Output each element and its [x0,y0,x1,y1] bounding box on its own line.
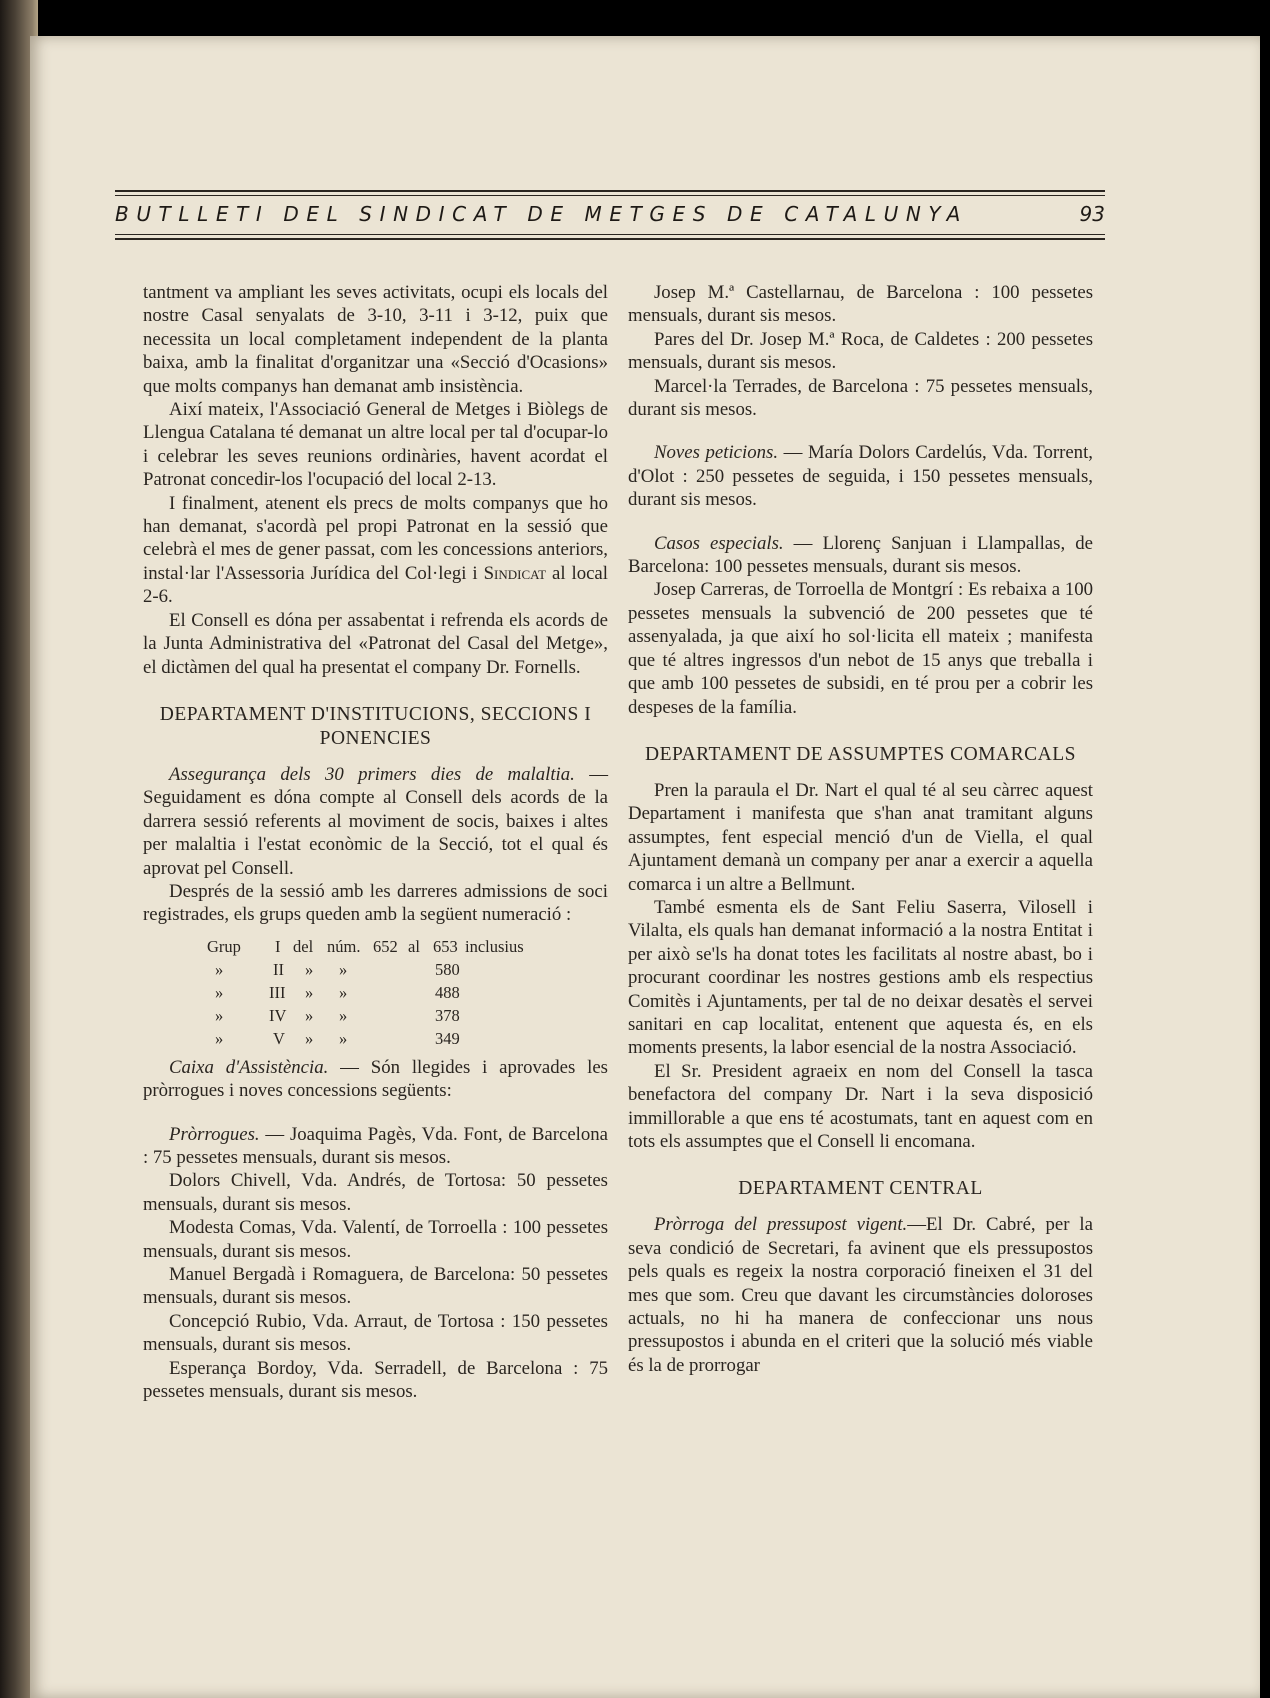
paragraph: Manuel Bergadà i Romaguera, de Barcelona: 50 pessetes mensuals, durant sis mesos. [143,1264,608,1309]
paragraph-text: al local 2-6. [143,562,608,608]
groups-table [143,935,608,1050]
table-cell: I [275,936,281,956]
paragraph-text: — Són llegides i aprovades les pròrrogues i noves concessions següents: [143,1056,608,1102]
ditto-mark: » [339,982,348,1002]
ditto-mark: » [339,1005,348,1025]
table-row [143,1027,608,1050]
table-row [143,1004,608,1027]
paragraph: El Consell es dóna per assabentat i refrenda els acords de la Junta Administrativa del «Patronat del Casal del Metge», el dictàmen del qual ha presentat el company Dr. Fornells. [143,609,608,678]
paragraph: Després de la sessió amb les darreres admissions de soci registrades, els grups queden amb la següent numeració : [143,880,608,926]
table-cell: núm. [327,936,361,956]
paragraph-lead: Pròrrogues. [169,1123,260,1145]
group-number: IV [269,1005,287,1025]
paragraph-text: I finalment, atenent els precs de molts companys que ho han demanat, s'acordà pel propi Patronat en la sessió que celebrà el mes de gener passat, com les concessions anteriors, instal·lar l'Assessoria Jurídica del Col·legi i [143,492,608,584]
small-caps-text: Sindicat [483,562,547,584]
paragraph [143,763,608,880]
table-cell: del [293,936,314,956]
paragraph: Pren la paraula el Dr. Nart el qual té al seu càrrec aquest Departament i manifesta que s'han anat tramitant alguns assumptes, fent especial menció d'un de Viella, el qual Ajuntament demanà un company per anar a exercir a aquella comarca i un altre a Bellmunt. [628,779,1093,895]
table-cell: al [408,936,420,956]
page-number: 93 [1079,202,1105,226]
group-value: 378 [435,1005,460,1025]
table-cell: 653 [433,936,458,956]
header-rule [115,238,1105,240]
paragraph: Modesta Comas, Vda. Valentí, de Torroella : 100 pessetes mensuals, durant sis mesos. [143,1217,608,1262]
paragraph-text: —El Dr. Cabré, per la seva condició de Secretari, fa avinent que els pressupostos pels quals es regeix la nostra corporació fineixen el 31 del mes que som. Creu que davant les circumstàncies doloroses actuals, no hi ha manera de confeccionar uns nous pressupostos i abunda en el criteri que la solució més viable és la de prorrogar [628,1214,1093,1376]
header-rule [115,195,1105,196]
paragraph-lead: Noves peticions. [654,442,779,464]
group-number: V [273,1028,285,1048]
paragraph [628,441,1093,511]
paragraph-lead: Caixa d'Assistència. [169,1056,329,1078]
paragraph-text: — Seguidament es dóna compte al Consell dels acords de la darrera sessió referents al moviment de socis, baixes i altes per malaltia i l'estat econòmic de la Secció, tot el qual és aprovat pel Consell. [143,763,608,879]
table-row [143,981,608,1004]
paragraph: Josep Carreras, de Torroella de Montgrí : Es rebaixa a 100 pessetes mensuals la subvenció de 200 pessetes que té assenyalada, ja que així ho sol·licita ell mateix ; manifesta que té altres ingressos d'un nebot de 15 anys que treballa i que amb 100 pessetes de subsidi, en té prou per a cobrir les despeses de la família. [628,579,1093,718]
paragraph: tantment va ampliant les seves activitats, ocupi els locals del nostre Casal senyalats de 3-10, 3-11 i 3-12, puix que necessita un local completament independent de la planta baixa, amb la finalitat d'organitzar una «Secció d'Ocasions» que molts companys han demanat amb insistència. [143,282,608,397]
paragraph: Pares del Dr. Josep M.ª Roca, de Caldetes : 200 pessetes mensuals, durant sis mesos. [628,328,1093,374]
ditto-mark: » [215,959,224,979]
paragraph-lead: Assegurança dels 30 primers dies de malaltia. [169,763,575,785]
paragraph-text: — Llorenç Sanjuan i Llampallas, de Barcelona: 100 pessetes mensuals, durant sis mesos. [628,532,1093,578]
ditto-mark: » [339,959,348,979]
group-number: III [269,982,286,1002]
table-cell: Grup [207,936,241,956]
right-column [628,281,1093,1377]
group-number: II [273,959,284,979]
page [30,36,1260,1698]
ditto-mark: » [215,1028,224,1048]
ditto-mark: » [215,982,224,1002]
ditto-mark: » [339,1028,348,1048]
paragraph-lead: Casos especials. [654,532,784,554]
ditto-mark: » [305,1028,314,1048]
header-rule [115,190,1105,192]
paragraph: També esmenta els de Sant Feliu Saserra, Vilosell i Vilalta, els quals han demanat informació a la nostra Entitat i per això se'ls ha donat totes les facilitats al nostre abast, bo i procurant coordinar les nostres gestions amb els respectius Comitès i Ajuntaments, per tal de no deixar desatès el servei sanitari en cap localitat, entenent que aquesta és, en els moments presents, la labor esencial de la nostra Associació. [628,896,1093,1059]
table-cell: 652 [373,936,398,956]
paragraph: Esperança Bordoy, Vda. Serradell, de Barcelona : 75 pessetes mensuals, durant sis mesos. [143,1357,608,1403]
group-value: 488 [435,982,460,1002]
left-column [143,281,608,1403]
ditto-mark: » [305,1005,314,1025]
table-row [143,958,608,981]
ditto-mark: » [305,982,314,1002]
paragraph-lead: Pròrroga del pressupost vigent. [654,1214,908,1236]
ditto-mark: » [215,1005,224,1025]
paragraph: Concepció Rubio, Vda. Arraut, de Tortosa : 150 pessetes mensuals, durant sis mesos. [143,1310,608,1356]
paragraph-text: — María Dolors Cardelús, Vda. Torrent, d'Olot : 250 pessetes de seguida, i 150 pessetes mensuals, durant sis mesos. [628,442,1093,511]
paragraph [143,1123,608,1170]
table-header-row [143,935,608,958]
paragraph: El Sr. President agraeix en nom del Consell la tasca benefactora del company Dr. Nart i la seva disposició immillorable a que ens té acostumats, tant en aquest com en tots els assumptes que el Consell li encomana. [628,1060,1093,1152]
paragraph: Marcel·la Terrades, de Barcelona : 75 pessetes mensuals, durant sis mesos. [628,375,1093,421]
paragraph: Dolors Chivell, Vda. Andrés, de Tortosa: 50 pessetes mensuals, durant sis mesos. [143,1170,608,1215]
paragraph [143,1056,608,1103]
group-value: 580 [435,959,460,979]
paragraph [628,1213,1093,1377]
header-rule [115,234,1105,235]
paragraph: Així mateix, l'Associació General de Metges i Biòlegs de Llengua Catalana té demanat un altre local per tal d'ocupar-lo i celebrar les seves reunions ordinàries, havent acordat el Patronat concedir-los l'ocupació del local 2-13. [143,399,608,491]
running-header [115,154,1105,244]
paragraph [628,532,1093,579]
paragraph: Josep M.ª Castellarnau, de Barcelona : 100 pessetes mensuals, durant sis mesos. [628,282,1093,327]
section-heading: DEPARTAMENT D'INSTITUCIONS, SECCIONS I PONENCIES [159,703,592,749]
paragraph-text: — Joaquima Pagès, Vda. Font, de Barcelona : 75 pessetes mensuals, durant sis mesos. [143,1123,608,1168]
journal-title: BUTLLETI DEL SINDICAT DE METGES DE CATALUNYA [115,202,968,226]
paragraph [143,492,608,609]
table-cell: inclusius [465,936,524,956]
section-heading: DEPARTAMENT CENTRAL [738,1178,983,1200]
group-value: 349 [435,1028,460,1048]
ditto-mark: » [305,959,314,979]
section-heading: DEPARTAMENT DE ASSUMPTES COMARCALS [645,743,1076,765]
